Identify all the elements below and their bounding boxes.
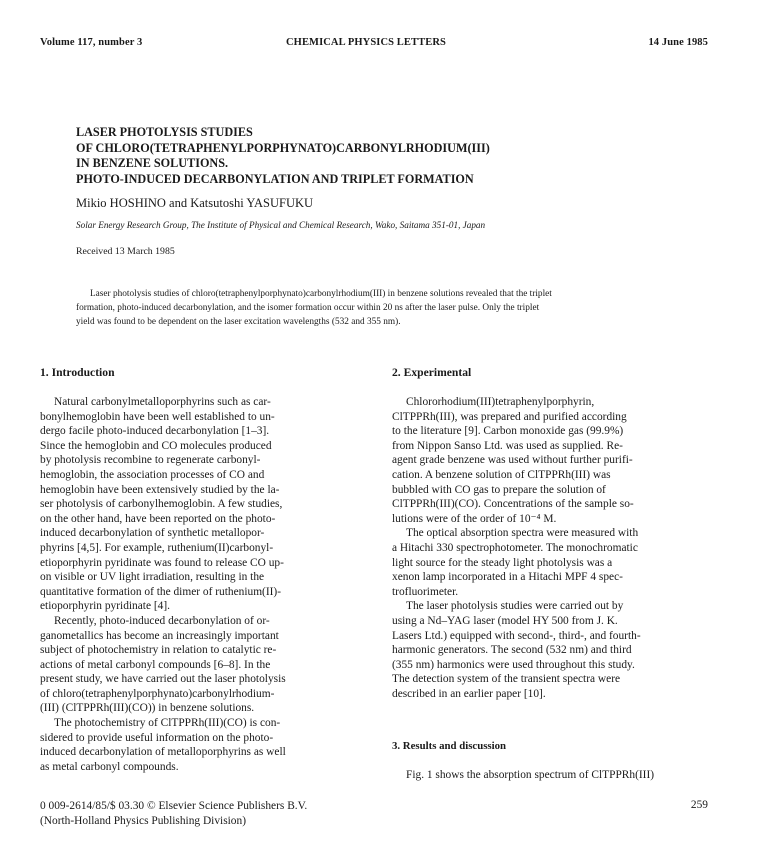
abstract-line: formation, photo-induced decarbonylation, and the isomer formation occur within 20 ns after the laser pulse. Only the triplet <box>76 302 540 313</box>
received-date: Received 13 March 1985 <box>76 246 175 257</box>
body-line: xenon lamp incorporated in a Hitachi MPF 4 spec- <box>392 571 623 584</box>
body-line: bubbled with CO gas to prepare the solution of <box>392 483 606 496</box>
footer-line: (North-Holland Physics Publishing Division) <box>40 815 246 827</box>
body-line: a Hitachi 330 spectrophotometer. The monochromatic <box>392 541 638 554</box>
abstract-line: yield was found to be dependent on the laser excitation wavelengths (532 and 355 nm). <box>76 316 401 327</box>
body-line: Natural carbonylmetalloporphyrins such as car- <box>54 396 271 408</box>
body-line: etioporphyrin pyridinate [4]. <box>40 600 171 613</box>
section-heading-results: 3. Results and discussion <box>392 740 507 752</box>
body-line: to the literature [9]. Carbon monoxide gas (99.9%) <box>392 425 624 438</box>
body-line: (355 nm) harmonics were used throughout this study. <box>392 658 635 671</box>
article-title <box>76 125 490 187</box>
footer-line: 0 009-2614/85/$ 03.30 © Elsevier Science Publishers B.V. <box>40 800 308 812</box>
author-affiliation: Solar Energy Research Group, The Institute of Physical and Chemical Research, Wako, Saitama 351-01, Japan <box>76 220 486 230</box>
section-heading-experimental: 2. Experimental <box>392 366 472 379</box>
body-line: lutions were of the order of 10⁻⁴ M. <box>392 512 557 525</box>
body-line: trofluorimeter. <box>392 585 459 598</box>
body-line: The laser photolysis studies were carried out by <box>406 600 624 613</box>
running-header-date: 14 June 1985 <box>648 37 708 48</box>
body-line: present study, we have carried out the laser photolysis <box>40 673 286 686</box>
body-line: Since the hemoglobin and CO molecules produced <box>40 439 272 452</box>
running-header-volume: Volume 117, number 3 <box>40 37 143 48</box>
body-line: by photolysis recombine to regenerate carbonyl- <box>40 454 261 467</box>
title-line: OF CHLORO(TETRAPHENYLPORPHYNATO)CARBONYLRHODIUM(III) <box>76 140 490 155</box>
body-line: Fig. 1 shows the absorption spectrum of ClTPPRh(III) <box>406 769 655 781</box>
title-line: PHOTO-INDUCED DECARBONYLATION AND TRIPLET FORMATION <box>76 171 474 186</box>
body-line: ganometallics has become an increasingly important <box>40 629 279 642</box>
body-line: Recently, photo-induced decarbonylation of or- <box>54 614 270 627</box>
body-line: induced decarbonylation of metalloporphyrins as well <box>40 746 286 759</box>
body-line: agent grade benzene was used without further purifi- <box>392 454 633 467</box>
body-line: dergo facile photo-induced decarbonylation [1–3]. <box>40 425 270 438</box>
body-line: The detection system of the transient spectra were <box>392 673 621 686</box>
abstract-line: Laser photolysis studies of chloro(tetraphenylporphynato)carbonylrhodium(III) in benzene solutions revealed that the triplet <box>90 289 552 299</box>
body-line: actions of metal carbonyl compounds [6–8]. In the <box>40 658 271 671</box>
body-line: light source for the steady light photolysis was a <box>392 556 613 569</box>
body-line: as metal carbonyl compounds. <box>40 760 179 773</box>
body-line: on visible or UV light irradiation, resulting in the <box>40 571 265 584</box>
body-line: ClTPPRh(III), was prepared and purified according <box>392 410 627 423</box>
experimental-body <box>392 395 727 701</box>
body-line: induced decarbonylation of synthetic metallopor- <box>40 527 265 540</box>
body-line: hemoglobin have been extensively studied by the la- <box>40 483 280 496</box>
body-line: Lasers Ltd.) equipped with second-, third-, and fourth- <box>392 629 641 642</box>
title-line: LASER PHOTOLYSIS STUDIES <box>76 125 253 139</box>
body-line: on the other hand, have been reported on the photo- <box>40 512 276 525</box>
body-line: ClTPPRh(III)(CO). Concentrations of the sample so- <box>392 498 634 511</box>
body-line: (III) (ClTPPRh(III)(CO)) in benzene solutions. <box>40 702 255 715</box>
page-number: 259 <box>690 799 708 811</box>
results-body <box>392 768 727 783</box>
abstract <box>76 288 712 329</box>
body-line: bonylhemoglobin have been well established to un- <box>40 410 275 423</box>
body-line: from Nippon Sanso Ltd. was used as supplied. Re- <box>392 439 623 452</box>
body-line: phyrins [4,5]. For example, ruthenium(II)carbonyl- <box>40 541 274 554</box>
body-line: using a Nd–YAG laser (model HY 500 from J. K. <box>392 614 618 627</box>
body-line: subject of photochemistry in relation to catalytic re- <box>40 644 277 657</box>
publisher-footer <box>40 799 307 829</box>
section-heading-introduction: 1. Introduction <box>40 366 115 379</box>
body-line: sidered to provide useful information on the photo- <box>40 731 274 744</box>
body-line: harmonic generators. The second (532 nm) and third <box>392 644 632 657</box>
body-line: Chlororhodium(III)tetraphenylporphyrin, <box>406 396 595 408</box>
introduction-body <box>40 395 380 774</box>
body-line: The photochemistry of ClTPPRh(III)(CO) is con- <box>54 717 281 730</box>
body-line: etioporphyrin pyridinate was found to release CO up- <box>40 556 284 569</box>
body-line: quantitative formation of the dimer of ruthenium(II)- <box>40 585 282 598</box>
body-line: ser photolysis of carbonylhemoglobin. A few studies, <box>40 498 283 511</box>
body-line: hemoglobin, the association processes of CO and <box>40 468 265 481</box>
body-line: cation. A benzene solution of ClTPPRh(III) was <box>392 468 611 481</box>
title-line: IN BENZENE SOLUTIONS. <box>76 156 229 170</box>
body-line: described in an earlier paper [10]. <box>392 687 546 700</box>
body-line: The optical absorption spectra were measured with <box>406 527 639 540</box>
author-list: Mikio HOSHINO and Katsutoshi YASUFUKU <box>76 196 314 210</box>
running-header-journal: CHEMICAL PHYSICS LETTERS <box>286 37 446 48</box>
body-line: of chloro(tetraphenylporphynato)carbonylrhodium- <box>40 687 275 700</box>
